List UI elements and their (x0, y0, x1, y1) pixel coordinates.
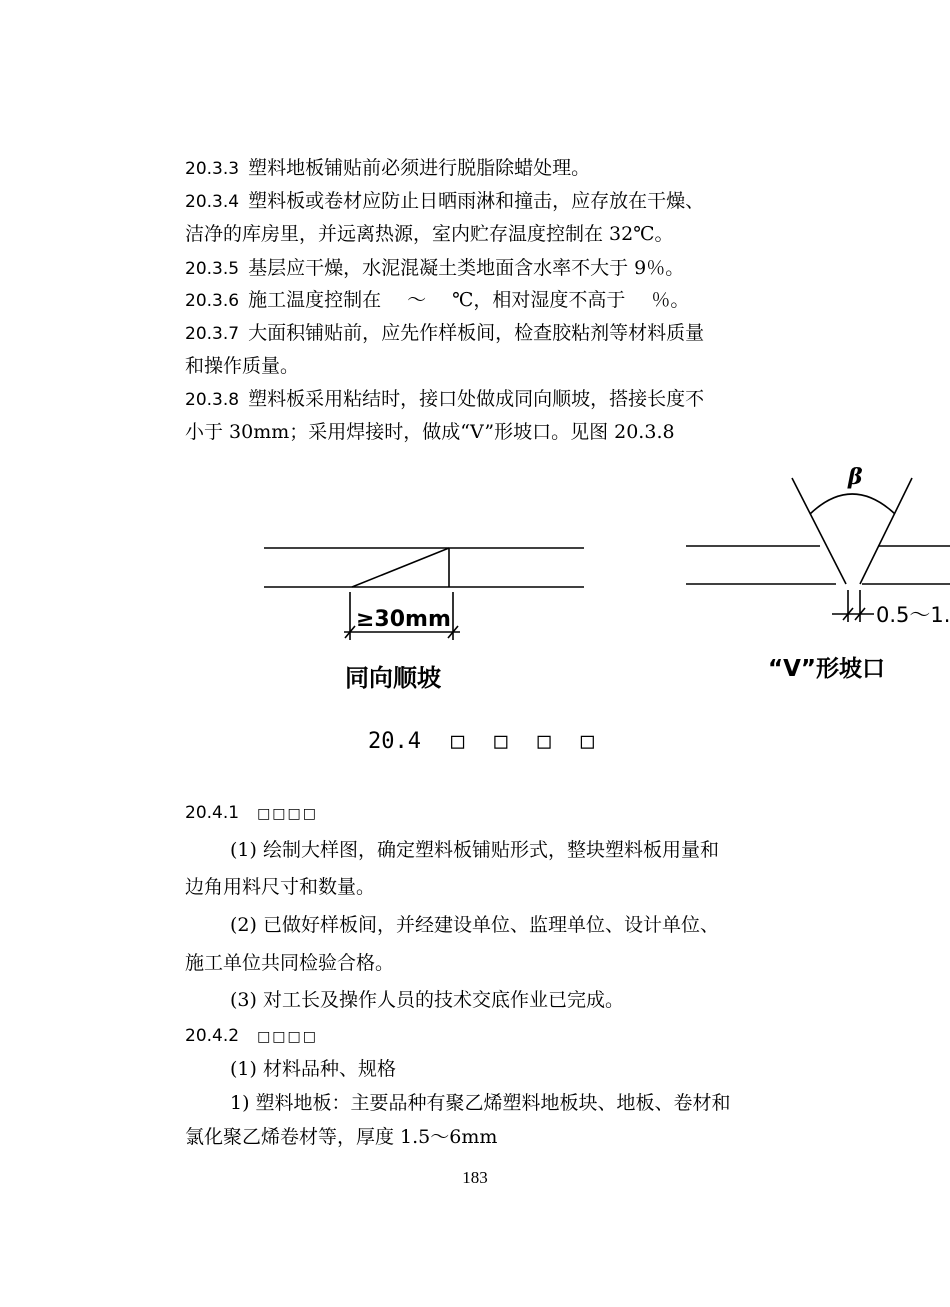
clause-text: ℃，相对湿度不高于 (452, 289, 626, 311)
clause-text: 塑料地板铺贴前必须进行脱脂除蜡处理。 (248, 157, 591, 179)
clause-20-3-7-cont (185, 354, 299, 378)
slope-line (352, 548, 449, 587)
paragraph (230, 1057, 396, 1081)
clause-20-3-7 (185, 321, 704, 346)
paragraph-text: (3) 对工长及操作人员的技术交底作业已完成。 (230, 989, 624, 1011)
subsection-number: 20.4.2 (185, 1026, 240, 1046)
clause-number: 20.3.4 (185, 192, 240, 212)
section-heading-20-4 (368, 728, 594, 756)
clause-number: 20.3.5 (185, 259, 240, 279)
clause-20-3-6 (185, 288, 689, 313)
clause-20-3-8-cont (185, 420, 675, 444)
paragraph-text: (2) 已做好样板间，并经建设单位、监理单位、设计单位、 (230, 914, 719, 936)
gap-dimension-label: 0.5～1. (876, 603, 950, 627)
paragraph-text: 边角用料尺寸和数量。 (185, 876, 376, 898)
left-groove-face (792, 478, 846, 584)
clause-text: 小于 30mm；采用焊接时，做成“V”形坡口。见图 20.3.8 (185, 421, 675, 443)
clause-20-3-8 (185, 387, 704, 412)
clause-number: 20.3.3 (185, 159, 240, 179)
subsection-number: 20.4.1 (185, 803, 240, 823)
section-number: 20.4 (368, 729, 421, 754)
page-number: 183 (462, 1168, 488, 1187)
section-title-char: □ (494, 729, 508, 754)
clause-text: 洁净的库房里，并远离热源，室内贮存温度控制在 32℃。 (185, 223, 674, 245)
figure-20-3-8 (0, 460, 950, 700)
right-groove-face (860, 478, 912, 584)
paragraph (230, 1091, 731, 1115)
section-title-char: □ (450, 729, 465, 754)
paragraph (230, 913, 719, 937)
paragraph-cont (185, 1125, 497, 1149)
clause-number: 20.3.6 (185, 291, 240, 311)
clause-text: 大面积铺贴前，应先作样板间，检查胶粘剂等材料质量 (248, 322, 705, 344)
section-title-char: □ (537, 729, 551, 754)
dimension-label: ≥30mm (356, 607, 451, 632)
clause-text: 和操作质量。 (185, 355, 300, 377)
angle-arc (810, 494, 895, 514)
clause-text: ～ (407, 289, 427, 311)
angle-label: β (848, 464, 863, 490)
paragraph-text: (1) 绘制大样图，确定塑料板铺贴形式，整块塑料板用量和 (230, 839, 719, 861)
paragraph-cont (185, 875, 375, 899)
clause-number: 20.3.8 (185, 390, 240, 410)
clause-number: 20.3.7 (185, 324, 240, 344)
clause-20-3-3 (185, 156, 590, 181)
paragraph-text: (1) 材料品种、规格 (230, 1058, 396, 1080)
paragraph-text: 施工单位共同检验合格。 (185, 952, 395, 974)
subsection-title: □□□□ (257, 1029, 318, 1045)
clause-text: ％。 (651, 289, 690, 311)
paragraph-cont (185, 951, 394, 975)
paragraph-text: 1) 塑料地板：主要品种有聚乙烯塑料地板块、地板、卷材和 (230, 1092, 731, 1114)
paragraph (230, 988, 624, 1012)
subsection-20-4-1-heading (185, 800, 318, 826)
clause-text: 基层应干燥，水泥混凝土类地面含水率不大于 9％。 (248, 257, 685, 279)
paragraph-text: 氯化聚乙烯卷材等，厚度 1.5～6mm (185, 1126, 498, 1148)
section-title-char: □ (580, 729, 594, 754)
clause-text: 塑料板采用粘结时，接口处做成同向顺坡，搭接长度不 (248, 388, 705, 410)
clause-20-3-4-cont (185, 222, 673, 246)
v-groove-diagram (686, 478, 950, 622)
clause-20-3-5 (185, 256, 684, 281)
clause-text: 塑料板或卷材应防止日晒雨淋和撞击，应存放在干燥、 (248, 190, 705, 212)
right-figure-caption: “V”形坡口 (768, 656, 886, 682)
subsection-20-4-2-heading (185, 1023, 318, 1049)
clause-text: 施工温度控制在 (248, 289, 382, 311)
paragraph (230, 838, 719, 862)
subsection-title: □□□□ (257, 806, 318, 822)
left-figure-caption: 同向顺坡 (345, 664, 441, 692)
clause-20-3-4 (185, 189, 704, 214)
